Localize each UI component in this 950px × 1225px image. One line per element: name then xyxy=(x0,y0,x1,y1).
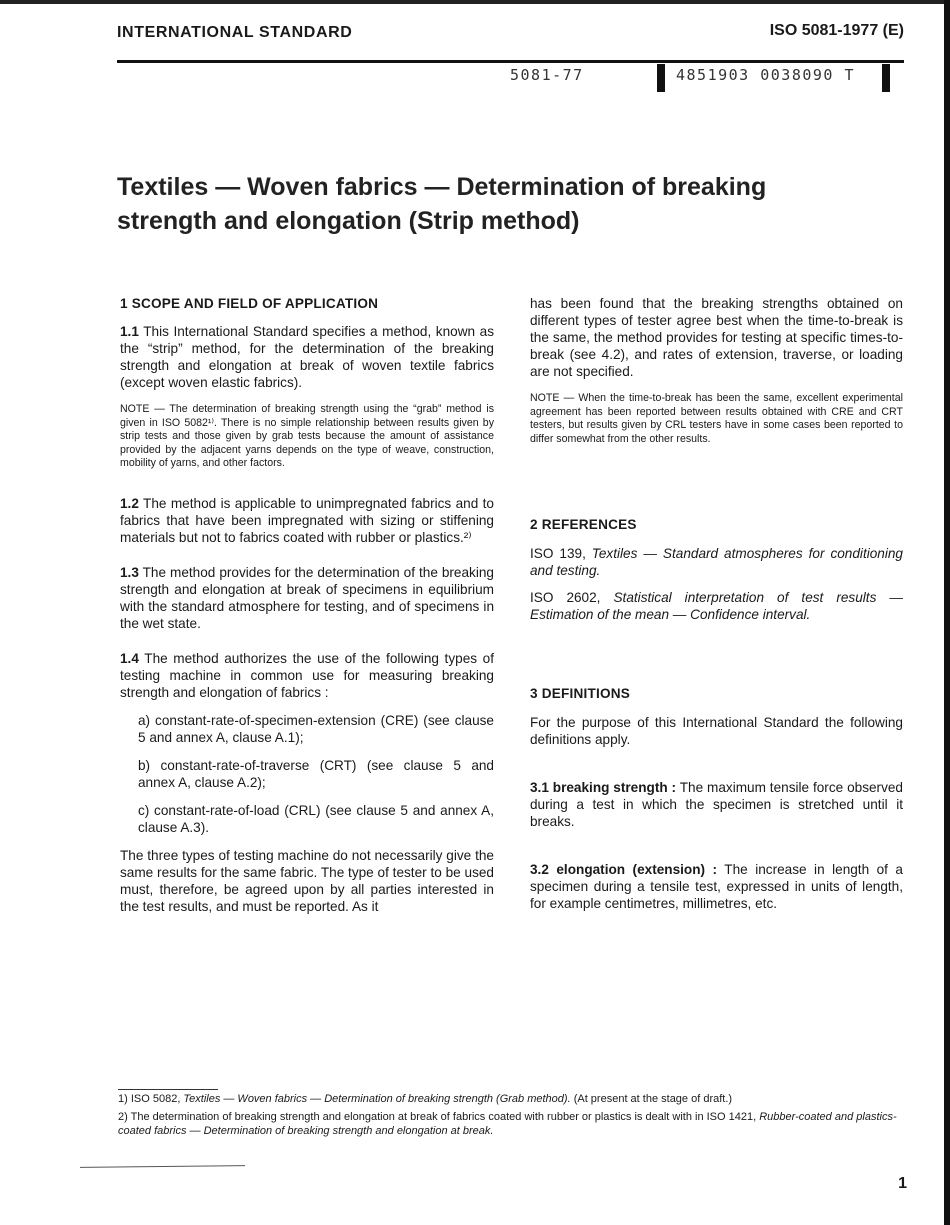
scan-edge-right xyxy=(944,0,950,1225)
footnote-suffix: (At present at the stage of draft.) xyxy=(570,1093,733,1105)
stamp-bar-right xyxy=(882,64,890,92)
clause-text: The method provides for the determination of the breaking strength and elongation at break of specimens in equilibrium with the standard atmosphere for testing, and of specimens in the wet state. xyxy=(120,564,494,631)
scan-artifact-line xyxy=(80,1165,245,1168)
page-number: 1 xyxy=(898,1175,907,1192)
footnote-title: Textiles — Woven fabrics — Determination of breaking strength (Grab method). xyxy=(180,1093,571,1105)
section-2-heading: 2 REFERENCES xyxy=(530,517,637,532)
stamp-document-code: 5081-77 xyxy=(510,66,584,84)
definition-term: 3.1 breaking strength : xyxy=(530,780,677,795)
definition-text: The maximum tensile force observed during a test in which the specimen is stretched until it breaks. xyxy=(530,780,903,829)
title-line-1: Textiles — Woven fabrics — Determination of breaking xyxy=(117,173,767,201)
note-grab-method: NOTE — The determination of breaking strength using the “grab” method is given in ISO 5082¹⁾. There is no simple relationship between results given by strip tests and those given by grab tests because the amount of assistance provided by the adjacent yarns depends on the type of weave, construction, mobility of yarns, and other factors. xyxy=(120,403,494,469)
header-standard-label: INTERNATIONAL STANDARD xyxy=(117,24,353,41)
definitions-intro: For the purpose of this International Standard the following definitions apply. xyxy=(530,715,903,747)
reference-code: ISO 2602, xyxy=(530,590,601,605)
definition-3-2 xyxy=(530,861,903,912)
stamp-catalog-number: 4851903 0038090 T xyxy=(676,66,856,84)
footnote-prefix: 2) The determination of breaking strength and elongation at break of fabrics coated with rubber or plastics is dealt with in ISO 1421, xyxy=(118,1111,757,1123)
paragraph-tester-types: The three types of testing machine do not necessarily give the same results for the same fabric. The type of tester to be used must, therefore, be agreed upon by all parties interested in the test results, and must be reported. As it xyxy=(120,847,494,914)
definition-term: 3.2 elongation (extension) : xyxy=(530,862,718,877)
stamp-bar-left xyxy=(657,64,665,92)
clause-1-4 xyxy=(120,650,494,701)
reference-title: Textiles — Standard atmospheres for conditioning and testing. xyxy=(530,546,903,578)
document-title xyxy=(117,170,877,238)
clause-text: This International Standard specifies a method, known as the “strip” method, for the determination of the breaking strength and elongation at break of woven textile fabrics (except woven elastic fabrics). xyxy=(120,324,494,390)
paragraph-continued: has been found that the breaking strengths obtained on different types of tester agree best when the time-to-break is the same, the method provides for testing at specific times-to-break (see 4.2), and rates of extension, traverse, or loading are not specified. xyxy=(530,296,903,379)
right-column xyxy=(530,295,903,912)
clause-number: 1.3 xyxy=(120,564,139,580)
footnote-1 xyxy=(118,1092,908,1106)
list-item-b: b) constant-rate-of-traverse (CRT) (see clause 5 and annex A, clause A.2); xyxy=(138,757,494,790)
footnotes xyxy=(118,1092,908,1142)
clause-number: 1.2 xyxy=(120,495,139,511)
header-rule xyxy=(117,60,904,63)
clause-text: The method authorizes the use of the following types of testing machine in common use for measuring breaking strength and elongation of fabrics : xyxy=(120,650,494,700)
clause-number: 1.4 xyxy=(120,650,139,666)
list-item-c: c) constant-rate-of-load (CRL) (see clause 5 and annex A, clause A.3). xyxy=(138,802,494,835)
footnote-2 xyxy=(118,1110,908,1138)
list-item-a: a) constant-rate-of-specimen-extension (CRE) (see clause 5 and annex A, clause A.1); xyxy=(138,712,494,745)
reference-iso-2602 xyxy=(530,589,903,623)
clause-number: 1.1 xyxy=(120,324,139,339)
header-standard-number: ISO 5081-1977 (E) xyxy=(769,22,904,39)
reference-iso-139 xyxy=(530,545,903,579)
footnote-prefix: 1) ISO 5082, xyxy=(118,1093,181,1105)
title-line-2: strength and elongation (Strip method) xyxy=(117,207,580,235)
clause-1-3 xyxy=(120,564,494,632)
reference-title: Statistical interpretation of test results — Estimation of the mean — Confidence interval. xyxy=(530,590,903,622)
clause-text: The method is applicable to unimpregnated fabrics and to fabrics that have been impregnated with sizing or stiffening materials but not to fabrics coated with rubber or plastics.²⁾ xyxy=(120,495,494,545)
clause-1-1 xyxy=(120,323,494,391)
footnote-title: Rubber-coated and plastics-coated fabrics — Determination of breaking strength and elongation at break. xyxy=(118,1111,897,1137)
clause-1-2 xyxy=(120,495,494,546)
footnote-rule xyxy=(118,1089,218,1090)
note-time-to-break: NOTE — When the time-to-break has been the same, excellent experimental agreement has been reported between results obtained with CRE and CRT testers, but results given by CRL testers have in some cases been reported to differ somewhat from the other results. xyxy=(530,392,903,445)
definition-3-1 xyxy=(530,779,903,830)
section-1-heading: 1 SCOPE AND FIELD OF APPLICATION xyxy=(120,296,379,311)
reference-code: ISO 139, xyxy=(530,546,586,561)
section-3-heading: 3 DEFINITIONS xyxy=(530,686,631,701)
scan-edge-top xyxy=(0,0,950,4)
left-column xyxy=(120,295,494,915)
definition-text: The increase in length of a specimen during a tensile test, expressed in units of length, for example centimetres, millimetres, etc. xyxy=(530,862,903,911)
